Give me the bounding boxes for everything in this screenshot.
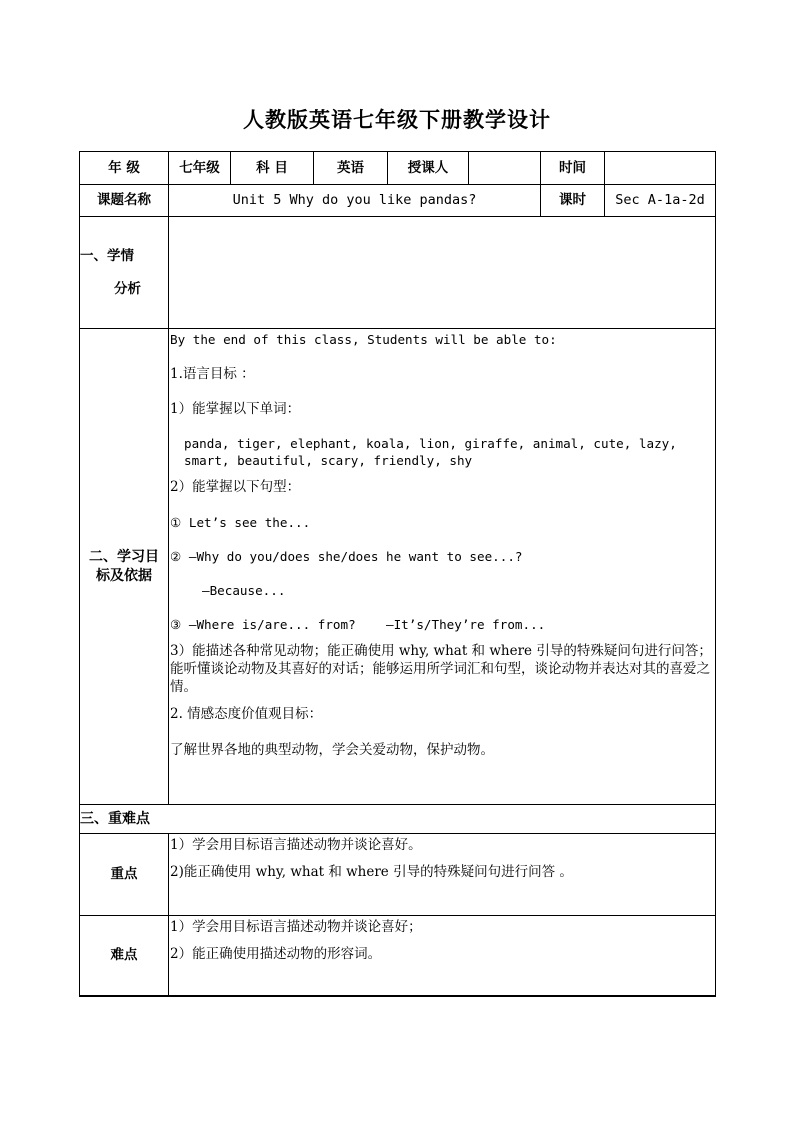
section2-lang-goal: 1.语言目标 ：: [170, 366, 255, 382]
section1-label-line1: 一、学情: [80, 248, 134, 265]
section2-emotion: 了解世界各地的典型动物，学会关爱动物，保护动物。: [170, 741, 494, 758]
section2-pattern-heading: 2）能掌握以下句型：: [170, 479, 301, 496]
section1-label: [80, 217, 169, 329]
difficult-content: [169, 916, 716, 996]
period-label: 课时: [541, 185, 605, 217]
key-item-1: 1）学会用目标语言描述动物并谈论喜好。: [170, 837, 422, 853]
topic-value: Unit 5 Why do you like pandas?: [169, 185, 541, 217]
section2-pattern3: ③ —Where is/are... from? —It’s/They’re from...: [170, 616, 546, 632]
section2-pattern1: ① Let’s see the...: [170, 514, 311, 530]
header-row: [80, 152, 716, 185]
period-value: Sec A-1a-2d: [605, 185, 716, 217]
difficult-label: 难点: [80, 916, 169, 996]
section1-label-line2: 分析: [114, 280, 141, 297]
section2-intro: By the end of this class, Students will be able to:: [170, 332, 557, 347]
grade-label: 年 级: [80, 152, 169, 185]
grade-value: 七年级: [169, 152, 231, 185]
subject-label: 科 目: [231, 152, 314, 185]
section2-pattern2: ② —Why do you/does she/does he want to see...?: [170, 548, 523, 564]
topic-label: 课题名称: [80, 185, 169, 217]
key-content: [169, 834, 716, 916]
lesson-plan-table: [79, 151, 716, 997]
time-value: [605, 152, 716, 185]
time-label: 时间: [541, 152, 605, 185]
section3-label: 三、重难点: [80, 805, 716, 834]
section2-emotion-heading: 2. 情感态度价值观目标：: [170, 706, 323, 723]
section1-content: [169, 217, 716, 329]
key-points-row: [80, 834, 716, 916]
section2-vocab-heading: 1）能掌握以下单词：: [170, 401, 301, 418]
section2-label-line1: 二、学习目: [89, 548, 159, 565]
subject-value: 英语: [314, 152, 388, 185]
section2-label: [80, 329, 169, 805]
section2-vocab-line1: panda, tiger, elephant, koala, lion, giraffe, animal, cute, lazy,: [184, 436, 677, 452]
section3-header-row: [80, 805, 716, 834]
page-title: 人教版英语七年级下册教学设计: [243, 107, 551, 132]
section2-pattern2b: —Because...: [202, 582, 286, 598]
difficult-item-1: 1）学会用目标语言描述动物并谈论喜好；: [170, 919, 422, 935]
key-item-2: 2)能正确使用 why, what 和 where 引导的特殊疑问句进行问答 。: [170, 864, 573, 881]
section2-content: [169, 329, 716, 805]
section2-ability: 3）能描述各种常见动物；能正确使用 why, what 和 where 引导的特殊疑问句进行问答；能听懂谈论动物及其喜好的对话；能够运用所学词汇和句型，谈论动物并表达对其的喜爱之情。: [170, 642, 712, 696]
section2-label-line2: 标及依据: [96, 567, 152, 584]
teacher-label: 授课人: [388, 152, 469, 185]
section1-row: [80, 217, 716, 329]
teacher-value: [469, 152, 541, 185]
difficult-points-row: [80, 916, 716, 996]
key-label: 重点: [80, 834, 169, 916]
section2-row: [80, 329, 716, 805]
topic-row: [80, 185, 716, 217]
difficult-item-2: 2）能正确使用描述动物的形容词。: [170, 946, 382, 963]
section2-vocab-line2: smart, beautiful, scary, friendly, shy: [184, 453, 473, 469]
